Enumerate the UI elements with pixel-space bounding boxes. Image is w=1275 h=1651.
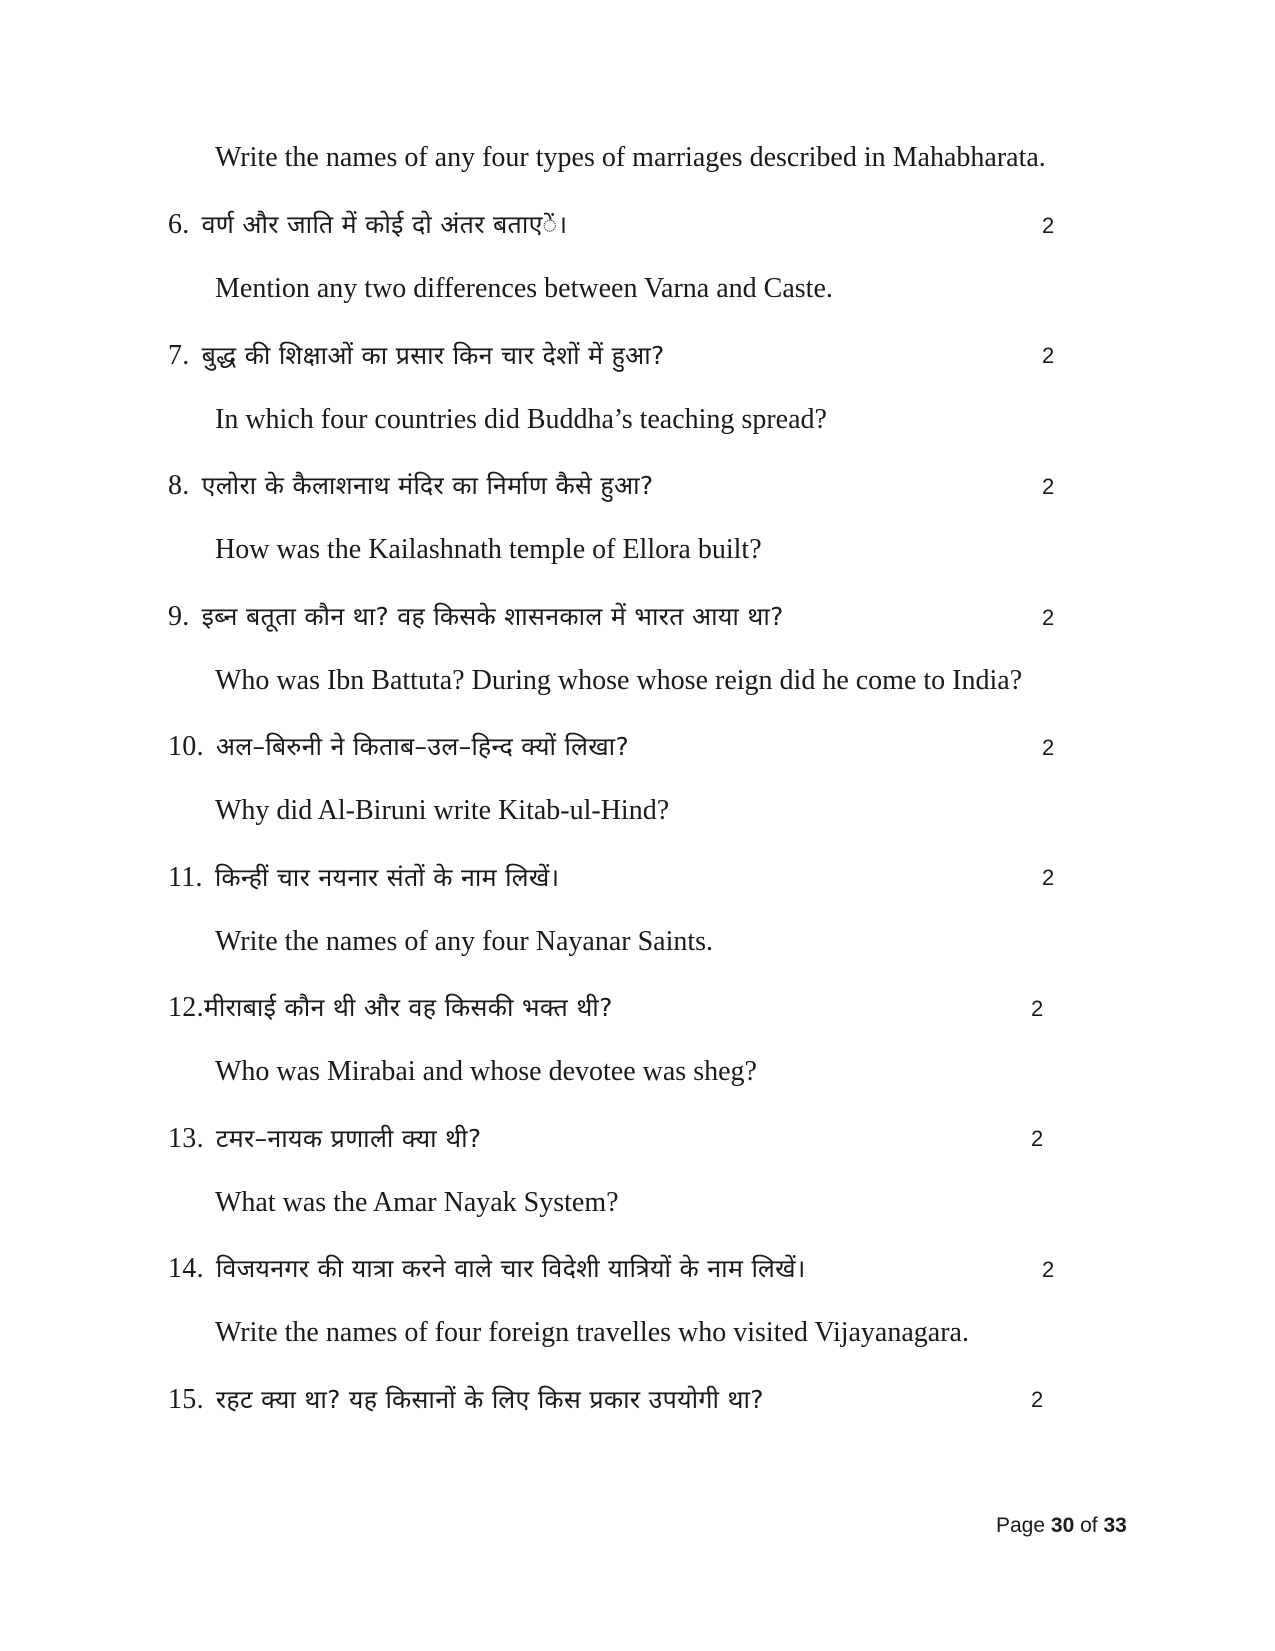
question-6-marks: 2 — [1042, 213, 1055, 238]
question-number: 15. — [168, 1384, 204, 1415]
question-13-english: What was the Amar Nayak System? — [215, 1187, 619, 1218]
question-13-hindi — [168, 1121, 481, 1155]
current-page-number: 30 — [1050, 1514, 1075, 1537]
question-text-hindi: अल–बिरुनी ने किताब–उल–हिन्द क्यों लिखा? — [215, 732, 630, 761]
of-label: of — [1080, 1514, 1098, 1537]
question-number: 10. — [168, 731, 204, 762]
question-7-english: In which four countries did Buddha’s teaching spread? — [215, 404, 827, 435]
question-10-hindi — [168, 729, 629, 763]
question-text-hindi: वर्ण और जाति में कोई दो अंतर बताएें। — [201, 210, 568, 239]
question-text-hindi: मीराबाई कौन थी और वह किसकी भक्त थी? — [203, 993, 613, 1022]
page-number-footer — [996, 1514, 1127, 1538]
question-12-hindi — [168, 990, 613, 1024]
question-number: 7. — [168, 340, 190, 371]
total-page-count: 33 — [1103, 1514, 1127, 1537]
question-14-hindi — [168, 1251, 806, 1285]
question-11-marks: 2 — [1042, 865, 1055, 890]
question-number: 13. — [168, 1123, 204, 1154]
question-12-english: Who was Mirabai and whose devotee was sheg? — [215, 1056, 757, 1087]
question-5-english: Write the names of any four types of marriages described in Mahabharata. — [215, 142, 1046, 173]
question-11-hindi — [168, 860, 559, 894]
question-14-marks: 2 — [1042, 1257, 1055, 1282]
question-12-marks: 2 — [1031, 996, 1044, 1021]
page-label: Page — [996, 1514, 1046, 1537]
question-8-english: How was the Kailashnath temple of Ellora built? — [215, 534, 762, 565]
question-15-marks: 2 — [1031, 1387, 1044, 1412]
question-number: 6. — [168, 209, 190, 240]
question-number: 8. — [168, 470, 190, 501]
question-number: 12. — [168, 992, 204, 1023]
question-text-hindi: इब्न बतूता कौन था? वह किसके शासनकाल में भारत आया था? — [201, 602, 784, 631]
question-8-hindi — [168, 468, 653, 502]
question-text-hindi: रहट क्या था? यह किसानों के लिए किस प्रकार उपयोगी था? — [215, 1385, 764, 1414]
question-11-english: Write the names of any four Nayanar Saints. — [215, 926, 714, 957]
question-13-marks: 2 — [1031, 1126, 1044, 1151]
question-text-hindi: टमर–नायक प्रणाली क्या थी? — [215, 1124, 482, 1153]
question-number: 14. — [168, 1253, 204, 1284]
question-7-marks: 2 — [1042, 343, 1055, 368]
question-14-english: Write the names of four foreign travelles who visited Vijayanagara. — [215, 1317, 969, 1348]
question-6-english: Mention any two differences between Varna and Caste. — [215, 273, 833, 304]
question-10-marks: 2 — [1042, 735, 1055, 760]
question-text-hindi: बुद्ध की शिक्षाओं का प्रसार किन चार देशों में हुआ? — [201, 341, 665, 370]
question-text-hindi: विजयनगर की यात्रा करने वाले चार विदेशी यात्रियों के नाम लिखें। — [215, 1254, 806, 1283]
question-text-hindi: किन्हीं चार नयनार संतों के नाम लिखें। — [214, 863, 560, 892]
question-9-marks: 2 — [1042, 605, 1055, 630]
question-number: 9. — [168, 601, 190, 632]
question-text-hindi: एलोरा के कैलाशनाथ मंदिर का निर्माण कैसे हुआ? — [201, 471, 654, 500]
question-9-english: Who was Ibn Battuta? During whose whose reign did he come to India? — [215, 665, 1023, 696]
question-10-english: Why did Al-Biruni write Kitab-ul-Hind? — [215, 795, 670, 826]
question-6-hindi — [168, 207, 567, 241]
question-number: 11. — [168, 862, 203, 893]
question-15-hindi — [168, 1382, 764, 1416]
question-8-marks: 2 — [1042, 474, 1055, 499]
question-7-hindi — [168, 338, 665, 372]
question-9-hindi — [168, 599, 784, 633]
